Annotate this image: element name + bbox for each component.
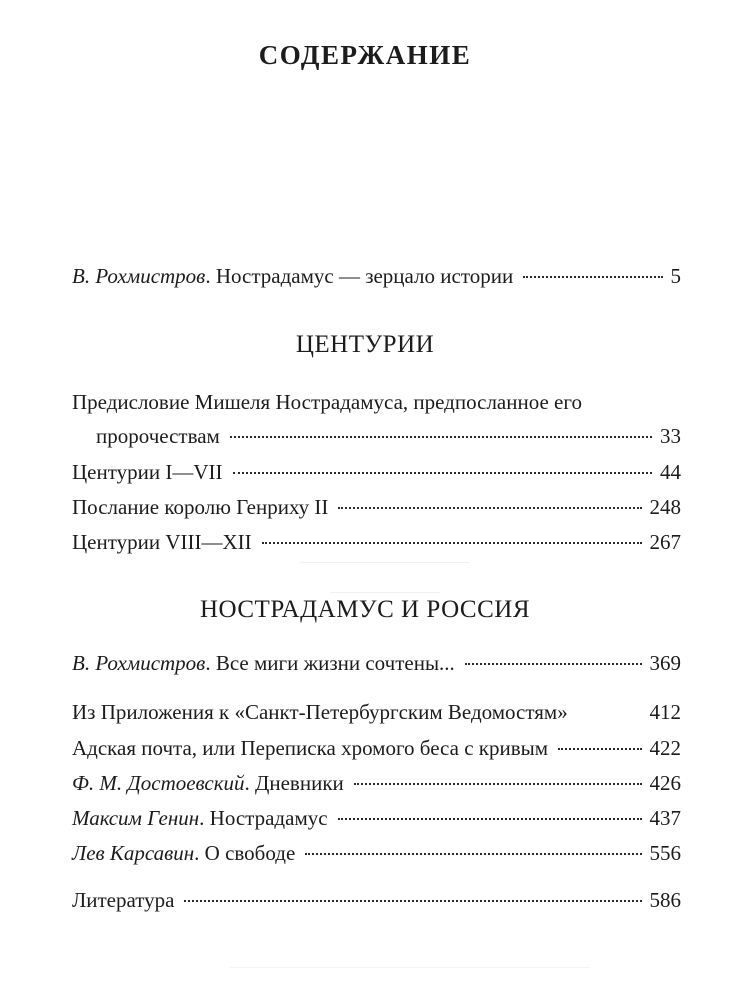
toc-page-number: 437 <box>649 806 681 830</box>
toc-entry-author: Максим Генин <box>72 806 200 830</box>
toc-page-number: 586 <box>649 888 681 912</box>
toc-entry-title: . Дневники <box>244 771 344 795</box>
toc-entry-karsavin[interactable] <box>72 838 681 868</box>
section-heading-centuries: ЦЕНТУРИИ <box>295 331 435 358</box>
dot-leader <box>305 853 641 855</box>
toc-entry-text <box>72 261 513 291</box>
toc-entry-text <box>72 648 455 678</box>
dot-leader <box>230 436 652 438</box>
toc-entry-dostoevsky[interactable] <box>72 768 681 798</box>
bleed-through-decoration <box>330 578 440 593</box>
toc-entry-author: В. Рохмистров <box>72 264 206 288</box>
toc-entry-title: Центурии VIII—XII <box>72 530 252 554</box>
toc-entry-author: В. Рохмистров <box>72 651 206 675</box>
toc-entry-text <box>72 803 328 833</box>
toc-entry-text <box>72 768 344 798</box>
toc-entry-title: Адская почта, или Переписка хромого беса с кривым <box>72 736 549 760</box>
toc-page-number: 369 <box>649 651 681 675</box>
toc-entry-hell-post[interactable] <box>72 733 681 763</box>
toc-page-number: 412 <box>649 700 681 724</box>
toc-entry-title: Центурии I—VII <box>72 460 223 484</box>
toc-entry-spb-vedomosti[interactable] <box>72 697 681 727</box>
toc-page-number: 248 <box>649 495 681 519</box>
toc-entry-text <box>72 838 295 868</box>
toc-entry-title: . Нострадамус <box>199 806 328 830</box>
toc-entry-title: Литература <box>72 888 175 912</box>
toc-page-number: 556 <box>649 841 681 865</box>
dot-leader <box>558 748 641 750</box>
toc-entry-letter-henri[interactable] <box>72 492 681 522</box>
toc-entry-preface-line1[interactable]: Предисловие Мишеля Нострадамуса, предпосланное его <box>72 390 582 414</box>
toc-entry-title: пророчествам <box>96 424 220 448</box>
page-title: СОДЕРЖАНИЕ <box>258 40 472 70</box>
toc-page-number: 267 <box>649 530 681 554</box>
toc-entry-title: . Все миги жизни сочтены... <box>205 651 455 675</box>
toc-page-number: 5 <box>670 264 681 288</box>
dot-leader <box>523 276 662 278</box>
toc-entry-title: . О свободе <box>194 841 296 865</box>
toc-entry-title: Послание королю Генриху II <box>72 495 329 519</box>
toc-entry-author: Лев Карсавин <box>72 841 195 865</box>
section-heading-russia: НОСТРАДАМУС И РОССИЯ <box>199 596 531 623</box>
dot-leader <box>354 783 642 785</box>
dot-leader <box>338 818 642 820</box>
bleed-through-decoration <box>230 955 590 968</box>
toc-page-number: 44 <box>660 460 681 484</box>
toc-entry-rokhmistrov-2[interactable] <box>72 648 681 678</box>
toc-page-number: 33 <box>660 424 681 448</box>
dot-leader <box>233 472 653 474</box>
toc-page-number: 422 <box>649 736 681 760</box>
toc-entry-intro[interactable] <box>72 261 681 291</box>
dot-leader <box>338 507 641 509</box>
dot-leader <box>465 663 642 665</box>
dot-leader <box>262 542 642 544</box>
toc-entry-centuries-8-12[interactable] <box>72 527 681 557</box>
toc-entry-genin[interactable] <box>72 803 681 833</box>
toc-entry-literature[interactable] <box>72 885 681 915</box>
toc-entry-title: . Нострадамус — зерцало истории <box>205 264 514 288</box>
toc-page-number: 426 <box>649 771 681 795</box>
toc-entry-preface[interactable] <box>96 421 681 451</box>
toc-entry-author: Ф. М. Достоевский <box>72 771 245 795</box>
dot-leader <box>184 900 641 902</box>
toc-entry-title: Из Приложения к «Санкт-Петербургским Ведомостям» <box>72 700 568 724</box>
toc-entry-centuries-1-7[interactable] <box>72 457 681 487</box>
